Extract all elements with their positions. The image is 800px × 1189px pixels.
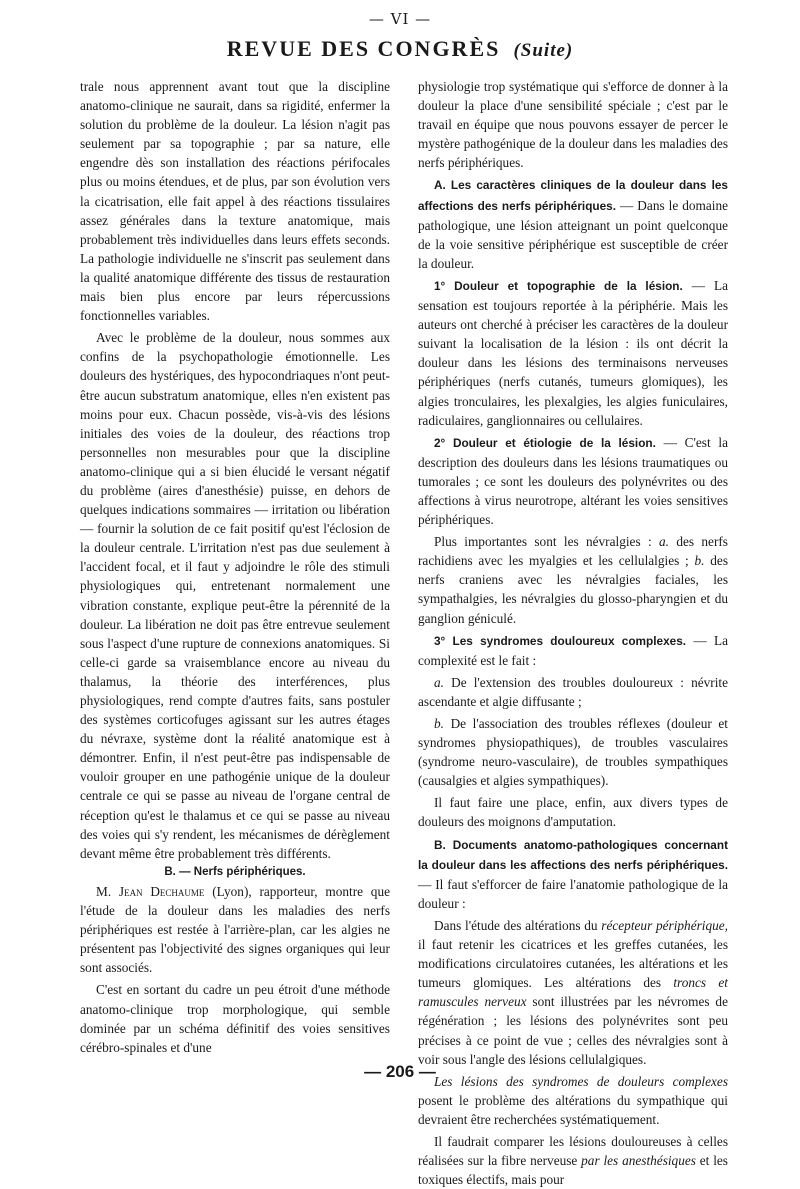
text-run: et les toxiques électifs, mais pour xyxy=(418,1153,728,1188)
paragraph: Il faut faire une place, enfin, aux divers types de douleurs des moignons d'amputation. xyxy=(418,795,728,830)
text-run: Plus importantes sont les névralgies : xyxy=(434,534,660,550)
paragraph: Avec le problème de la douleur, nous sommes aux confins de la psychopathologie émotionnelle. Les douleurs des hystériques, des hypocondriaques n'ont peut-être aucun substratum anatomique, elles n'en existent pas moins pour eux. Chacun possède, vis-à-vis des lésions initiales des voies de la douleur, des réactions trop personnelles non mesurables pour que la discipline anatomo-clinique qui a si bien élucidé le versant négatif du problème (aires d'anesthésie) puisse, en dehors de quelques indications sommaires — irritation ou libération — fournir la solution de ce fait positif qu'est l'éclosion de la douleur centrale. L'irritation n'est pas due seulement à l'accident focal, et il faut y adjoindre le rôle des stimuli physiologiques qui, entretenant normalement une vibration constante, explique peut-être la pérennité de la douleur. La libération ne doit pas être entrevue seulement sous l'aspect d'une rupture de connexions anatomiques. Si celle-ci garde sa vraisemblance encore au niveau du thalamus, la théorie des interférences, plus physiologiques, rend compte d'autres faits, sans postuler des systèmes corticofuges agissant sur les autres étages du névraxe, système dont la réalité anatomique est à démontrer. Enfin, il n'est peut-être pas indispensable de vouloir grouper en une pathogénie unique de la douleur centrale ce qui se passe au niveau de l'organe central de réception qu'est le thalamus et ce qui se passe au niveau des voies qui s'y rendent, les mécanismes de dérèglement devant même être probablement très différents. xyxy=(80,330,390,861)
paragraph: C'est en sortant du cadre un peu étroit d'une méthode anatomo-clinique trop morphologique, qui semble dominée par un schéma définitif des voies sensitives cérébro-spinales et d'une xyxy=(80,982,390,1055)
section-heading: 1° Douleur et topographie de la lésion. xyxy=(434,278,683,293)
page-header xyxy=(0,36,800,62)
text-run: b. xyxy=(694,553,705,569)
text-run: par les anesthésiques xyxy=(581,1153,696,1169)
paragraph xyxy=(418,916,728,1069)
text-run: (Lyon), rapporteur, montre que l'étude de la douleur dans les maladies des nerfs périphériques est restée à l'arrière-plan, car les algies ne présentent pas l'objectivité des signes organiques qui leur sont associés. xyxy=(80,883,390,976)
text-run: sont illustrées par les névromes de régénération ; les lésions des polynévrites sont peu précises à ce point de vue ; celles des névralgies sont à voir sous l'angle des lésions cellulalgiques. xyxy=(418,994,728,1067)
text-run: posent le problème des altérations du sympathique qui devraient être recherchées systématiquement. xyxy=(418,1092,728,1127)
title-suite: (Suite) xyxy=(513,40,574,61)
text-run: — Dans le domaine pathologique, une lésion atteignant un point quelconque de la voie sensitive périphérique est susceptible de créer la douleur. xyxy=(418,197,729,271)
paragraph xyxy=(418,175,728,272)
text-run: Il faudrait comparer les lésions douloureuses à celles réalisées sur la fibre nerveuse xyxy=(418,1133,728,1169)
author-name: M. Jean Dechaume xyxy=(96,883,205,899)
text-run: — La complexité est le fait : xyxy=(418,632,728,668)
right-column xyxy=(418,77,728,1189)
text-run: troncs et ramuscules nerveux xyxy=(418,975,728,1010)
section-heading: 2° Douleur et étiologie de la lésion. xyxy=(434,435,656,450)
paragraph xyxy=(418,673,728,711)
text-run: il faut retenir les cicatrices et les greffes cutanées, les modifications circulatoires cutanées, les altérations et les tumeurs glomiques. Les altérations des xyxy=(418,937,728,991)
text-run: Les lésions des syndromes de douleurs complexes xyxy=(434,1073,728,1089)
text-run: des nerfs rachidiens avec les myalgies et les cellulalgies ; xyxy=(418,534,728,569)
paragraph xyxy=(418,433,728,529)
text-run: récepteur périphérique, xyxy=(601,917,728,933)
paragraph xyxy=(418,835,728,913)
text-run: — C'est la description des douleurs dans les lésions traumatiques ou tumorales ; ce sont les douleurs des polynévrites ou des affections à virus neurotrope, altérant les voies sensitives périphériques. xyxy=(418,434,728,528)
text-run: — La sensation est toujours reportée à la périphérie. Mais les auteurs ont cherché à préciser les caractères de la douleur suivant la localisation de la lésion : ils ont décrit la douleur dans les lésions des terminaisons nerveuses périphériques (nerfs cutanés, tumeurs glomiques), les algies tronculaires, les plexalgies, les algies funiculaires, radiculaires, ganglionnaires ou cellulaires. xyxy=(418,277,728,428)
text-run: De l'extension des troubles douloureux : névrite ascendante et algie diffusante ; xyxy=(418,674,728,709)
paragraph xyxy=(418,714,728,790)
page-number: — 206 — xyxy=(364,1062,436,1081)
paragraph xyxy=(418,532,728,627)
section-heading: A. Les caractères cliniques de la douleur dans les affections des nerfs périphériques. xyxy=(418,178,728,213)
paragraph: trale nous apprennent avant tout que la discipline anatomo-clinique ne saurait, dans sa rigidité, enfermer la solution du problème de la douleur. La lésion n'agit pas seulement par sa topographie ; par sa nature, elle engendre dès son installation des réactions périfocales plus ou moins étendues, et de plus, par son évolution vers la cicatrisation, elle fait appel à des réactions tissulaires assez générales dans la texture anatomique, mais probablement très individuelles dans leurs effets seconds. La pathologie individuelle ne s'inscrit pas seulement dans la qualité anatomique différente des tissus de restauration mais bien plus encore par leurs répercussions fonctionnelles variables. xyxy=(80,79,390,324)
paragraph xyxy=(418,276,728,430)
paragraph xyxy=(418,631,728,670)
left-column xyxy=(80,77,390,1057)
text-run: — Il faut s'efforcer de faire l'anatomie pathologique de la douleur : xyxy=(418,876,728,911)
paragraph: physiologie trop systématique qui s'efforce de donner à la douleur la place d'une sensibilité spéciale ; c'est par le travail en équipe que nous pouvons essayer de percer le mystère pathogénique de la douleur dans les maladies des nerfs périphériques. xyxy=(418,79,728,171)
page-title: REVUE DES CONGRÈS xyxy=(226,36,501,61)
text-run: a. xyxy=(659,534,669,550)
section-heading: B. Documents anatomo-pathologiques concernant la douleur dans les affections des nerfs périphériques. xyxy=(418,837,728,872)
text-run: b. xyxy=(434,716,444,731)
section-heading: 3° Les syndromes douloureux complexes. xyxy=(434,633,687,648)
text-run: Dans l'étude des altérations du xyxy=(434,917,602,933)
text-run: De l'association des troubles réflexes (douleur et syndromes physiopathiques), de troubles vasculaires (syndrome neuro-vasculaire), de troubles sympathiques (causalgies et algies sympathiques). xyxy=(418,716,728,789)
section-subtitle: B. — Nerfs périphériques. xyxy=(164,865,306,878)
paragraph xyxy=(418,1132,728,1189)
text-run: des nerfs craniens avec les névralgies faciales, les sympathalgies, les névralgies du glosso-pharyngien et du ganglion géniculé. xyxy=(418,553,728,626)
paragraph xyxy=(80,882,390,977)
running-folio: — VI — xyxy=(368,10,432,28)
text-run: a. xyxy=(434,674,444,690)
